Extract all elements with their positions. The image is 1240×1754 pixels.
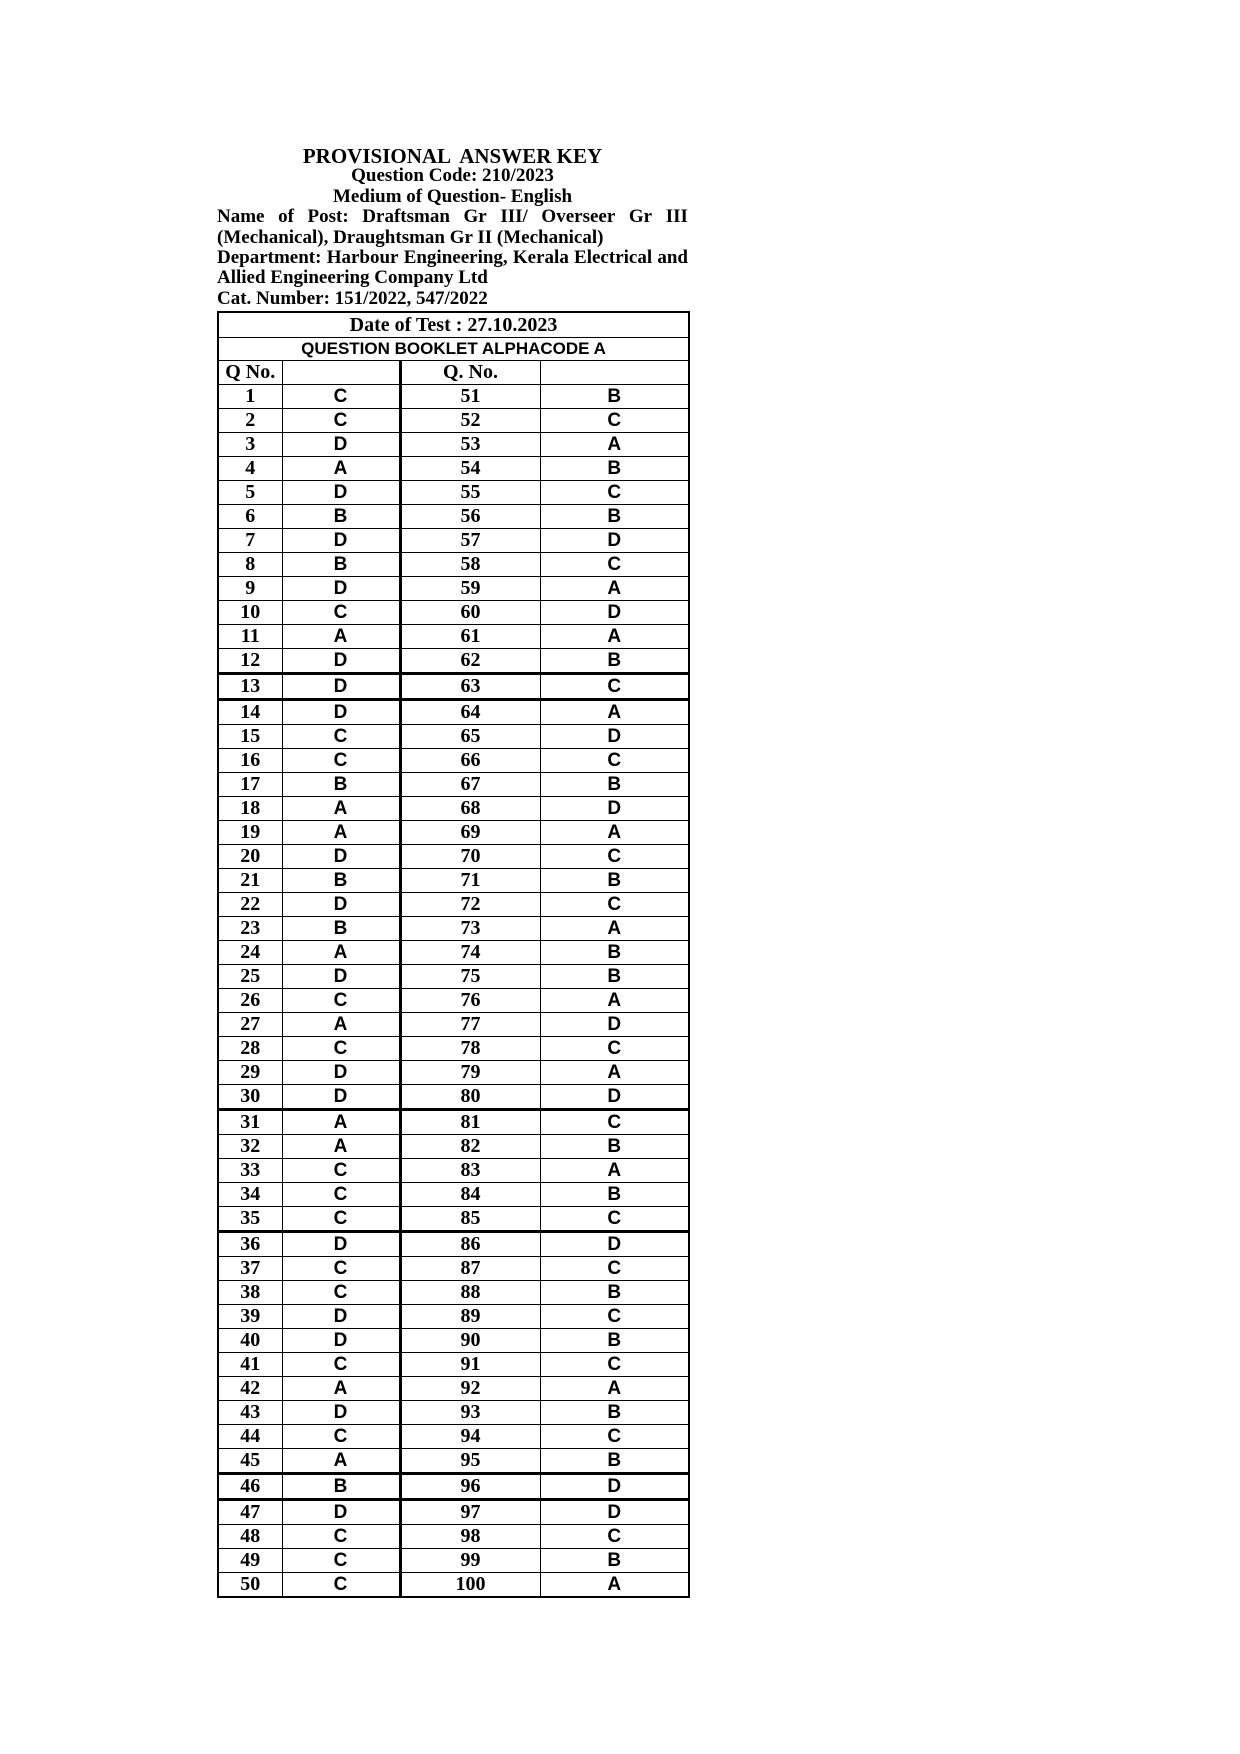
question-number-left: 10 (218, 601, 282, 625)
answer-right: A (540, 577, 689, 601)
answer-row (218, 674, 689, 700)
answer-row (218, 989, 689, 1013)
answer-row (218, 625, 689, 649)
answer-right: C (540, 1525, 689, 1549)
answer-right: C (540, 749, 689, 773)
answer-right: B (540, 1449, 689, 1474)
answer-row (218, 481, 689, 505)
answer-right: A (540, 1573, 689, 1598)
question-number-right: 87 (400, 1257, 540, 1281)
answer-right: C (540, 481, 689, 505)
question-number-right: 69 (400, 821, 540, 845)
question-number-left: 50 (218, 1573, 282, 1598)
answer-row (218, 1183, 689, 1207)
question-number-left: 43 (218, 1401, 282, 1425)
question-number-left: 28 (218, 1037, 282, 1061)
answer-left: B (282, 917, 400, 941)
answer-right: B (540, 1183, 689, 1207)
answer-row (218, 1525, 689, 1549)
answer-right: B (540, 457, 689, 481)
answer-left: D (282, 1329, 400, 1353)
question-number-left: 13 (218, 674, 282, 700)
answer-left: C (282, 1281, 400, 1305)
answer-left: D (282, 577, 400, 601)
answer-right: D (540, 797, 689, 821)
answer-left: A (282, 625, 400, 649)
question-number-right: 57 (400, 529, 540, 553)
answer-left: C (282, 409, 400, 433)
answer-right: D (540, 725, 689, 749)
answer-right: C (540, 1257, 689, 1281)
question-number-left: 49 (218, 1549, 282, 1573)
answer-left: D (282, 1305, 400, 1329)
answer-left: C (282, 1257, 400, 1281)
answer-left: D (282, 700, 400, 725)
post-name-line-2: (Mechanical), Draughtsman Gr II (Mechanical) (217, 226, 604, 248)
column-header-qno-right: Q. No. (400, 361, 540, 385)
answer-left: C (282, 1573, 400, 1598)
answer-left: C (282, 1159, 400, 1183)
question-number-right: 58 (400, 553, 540, 577)
question-number-left: 2 (218, 409, 282, 433)
question-number-left: 21 (218, 869, 282, 893)
question-number-right: 65 (400, 725, 540, 749)
answer-left: C (282, 1207, 400, 1232)
answer-left: D (282, 1500, 400, 1525)
answer-left: D (282, 893, 400, 917)
question-number-right: 66 (400, 749, 540, 773)
answer-row (218, 725, 689, 749)
post-name-line-1: Name of Post: Draftsman Gr III/ Overseer Gr III (217, 206, 688, 228)
question-number-left: 47 (218, 1500, 282, 1525)
answer-left: D (282, 1232, 400, 1257)
question-number-left: 7 (218, 529, 282, 553)
question-number-left: 20 (218, 845, 282, 869)
answer-left: D (282, 481, 400, 505)
answer-row (218, 845, 689, 869)
answer-row (218, 1353, 689, 1377)
answer-right: C (540, 1353, 689, 1377)
question-number-right: 96 (400, 1474, 540, 1500)
answer-left: D (282, 674, 400, 700)
answer-right: A (540, 1159, 689, 1183)
question-number-left: 9 (218, 577, 282, 601)
question-number-right: 71 (400, 869, 540, 893)
answer-left: A (282, 797, 400, 821)
question-number-left: 38 (218, 1281, 282, 1305)
question-number-left: 46 (218, 1474, 282, 1500)
question-number-right: 98 (400, 1525, 540, 1549)
answer-row (218, 1085, 689, 1110)
question-number-left: 40 (218, 1329, 282, 1353)
question-number-right: 75 (400, 965, 540, 989)
date-of-test: Date of Test : 27.10.2023 (218, 312, 689, 338)
answer-row (218, 409, 689, 433)
answer-right: D (540, 1232, 689, 1257)
answer-right: D (540, 601, 689, 625)
answer-row (218, 529, 689, 553)
answer-left: D (282, 1061, 400, 1085)
answer-row (218, 821, 689, 845)
column-header-row (218, 361, 689, 385)
question-number-right: 99 (400, 1549, 540, 1573)
answer-left: B (282, 773, 400, 797)
question-number-left: 27 (218, 1013, 282, 1037)
question-number-right: 67 (400, 773, 540, 797)
question-number-right: 51 (400, 385, 540, 409)
answer-row (218, 1061, 689, 1085)
answer-left: B (282, 869, 400, 893)
answer-right: B (540, 1329, 689, 1353)
question-number-left: 32 (218, 1135, 282, 1159)
answer-row (218, 1037, 689, 1061)
answer-row (218, 1305, 689, 1329)
medium-of-question-line: Medium of Question- English (332, 185, 573, 207)
answer-row (218, 1232, 689, 1257)
answer-row (218, 1329, 689, 1353)
question-code-line: Question Code: 210/2023 (351, 165, 554, 187)
answer-right: A (540, 433, 689, 457)
answer-right: D (540, 1013, 689, 1037)
question-number-right: 78 (400, 1037, 540, 1061)
question-number-right: 60 (400, 601, 540, 625)
question-number-left: 19 (218, 821, 282, 845)
question-number-right: 94 (400, 1425, 540, 1449)
cat-number-line: Cat. Number: 151/2022, 547/2022 (217, 287, 488, 309)
answer-right: D (540, 529, 689, 553)
answer-row (218, 1135, 689, 1159)
answer-right: D (540, 1474, 689, 1500)
answer-left: C (282, 725, 400, 749)
question-number-right: 84 (400, 1183, 540, 1207)
question-number-left: 14 (218, 700, 282, 725)
question-number-right: 80 (400, 1085, 540, 1110)
question-number-left: 1 (218, 385, 282, 409)
question-number-right: 77 (400, 1013, 540, 1037)
answer-row (218, 1377, 689, 1401)
answer-left: D (282, 1401, 400, 1425)
answer-left: C (282, 1549, 400, 1573)
answer-right: D (540, 1500, 689, 1525)
answer-left: A (282, 1449, 400, 1474)
answer-row (218, 1425, 689, 1449)
answer-right: A (540, 1377, 689, 1401)
answer-row (218, 1500, 689, 1525)
answer-right: B (540, 649, 689, 674)
question-number-right: 86 (400, 1232, 540, 1257)
answer-right: C (540, 1037, 689, 1061)
answer-row (218, 749, 689, 773)
answer-row (218, 1449, 689, 1474)
column-header-answer-right (540, 361, 689, 385)
department-line-1: Department: Harbour Engineering, Kerala Electrical and (217, 247, 688, 269)
question-number-right: 68 (400, 797, 540, 821)
answer-row (218, 1474, 689, 1500)
answer-right: B (540, 1135, 689, 1159)
answer-right: B (540, 1549, 689, 1573)
answer-left: C (282, 1037, 400, 1061)
answer-left: D (282, 529, 400, 553)
question-number-right: 63 (400, 674, 540, 700)
answer-left: A (282, 821, 400, 845)
question-number-right: 73 (400, 917, 540, 941)
answer-left: D (282, 965, 400, 989)
question-number-left: 8 (218, 553, 282, 577)
booklet-alphacode-title: QUESTION BOOKLET ALPHACODE A (218, 338, 689, 361)
answer-left: A (282, 1013, 400, 1037)
question-number-left: 48 (218, 1525, 282, 1549)
answer-key-document (217, 146, 688, 1598)
answer-left: A (282, 941, 400, 965)
answer-row (218, 700, 689, 725)
question-number-right: 100 (400, 1573, 540, 1598)
question-number-left: 35 (218, 1207, 282, 1232)
question-number-left: 24 (218, 941, 282, 965)
answer-row (218, 1159, 689, 1183)
answer-left: A (282, 457, 400, 481)
answer-right: C (540, 893, 689, 917)
question-number-left: 17 (218, 773, 282, 797)
question-number-left: 31 (218, 1110, 282, 1135)
answer-row (218, 649, 689, 674)
answer-left: D (282, 1085, 400, 1110)
answer-left: B (282, 505, 400, 529)
answer-row (218, 797, 689, 821)
question-number-left: 15 (218, 725, 282, 749)
answer-right: D (540, 1085, 689, 1110)
answer-right: B (540, 1401, 689, 1425)
booklet-alphacode-row (218, 338, 689, 361)
question-number-right: 89 (400, 1305, 540, 1329)
answer-right: C (540, 553, 689, 577)
answer-row (218, 577, 689, 601)
answer-row (218, 1573, 689, 1598)
answer-row (218, 893, 689, 917)
column-header-answer-left (282, 361, 400, 385)
answer-right: C (540, 1305, 689, 1329)
document-title: PROVISIONAL ANSWER KEY (302, 144, 603, 168)
question-number-right: 72 (400, 893, 540, 917)
question-number-left: 26 (218, 989, 282, 1013)
answer-left: D (282, 649, 400, 674)
question-number-right: 74 (400, 941, 540, 965)
question-number-left: 11 (218, 625, 282, 649)
question-number-right: 88 (400, 1281, 540, 1305)
answer-row (218, 601, 689, 625)
answer-left: C (282, 989, 400, 1013)
answer-right: A (540, 700, 689, 725)
question-number-left: 22 (218, 893, 282, 917)
answer-row (218, 505, 689, 529)
question-number-right: 92 (400, 1377, 540, 1401)
answer-left: D (282, 433, 400, 457)
answer-right: B (540, 941, 689, 965)
question-number-left: 18 (218, 797, 282, 821)
answer-right: A (540, 625, 689, 649)
question-number-right: 56 (400, 505, 540, 529)
question-number-right: 93 (400, 1401, 540, 1425)
answer-left: A (282, 1110, 400, 1135)
question-number-right: 91 (400, 1353, 540, 1377)
question-number-right: 90 (400, 1329, 540, 1353)
answer-row (218, 941, 689, 965)
question-number-right: 52 (400, 409, 540, 433)
question-number-right: 79 (400, 1061, 540, 1085)
answer-row (218, 457, 689, 481)
answer-left: A (282, 1135, 400, 1159)
department-line-2: Allied Engineering Company Ltd (217, 267, 488, 289)
answer-right: A (540, 989, 689, 1013)
question-number-right: 61 (400, 625, 540, 649)
answer-right: C (540, 845, 689, 869)
question-number-right: 54 (400, 457, 540, 481)
question-number-left: 36 (218, 1232, 282, 1257)
answer-row (218, 385, 689, 409)
answer-row (218, 773, 689, 797)
answer-key-table (217, 311, 690, 1598)
column-header-qno-left: Q No. (218, 361, 282, 385)
question-number-left: 42 (218, 1377, 282, 1401)
question-number-right: 59 (400, 577, 540, 601)
answer-right: B (540, 965, 689, 989)
question-number-left: 3 (218, 433, 282, 457)
question-number-left: 5 (218, 481, 282, 505)
answer-right: A (540, 821, 689, 845)
question-number-left: 45 (218, 1449, 282, 1474)
answer-row (218, 1013, 689, 1037)
answer-row (218, 433, 689, 457)
question-number-right: 70 (400, 845, 540, 869)
question-number-right: 83 (400, 1159, 540, 1183)
question-number-left: 41 (218, 1353, 282, 1377)
question-number-left: 30 (218, 1085, 282, 1110)
answer-right: A (540, 1061, 689, 1085)
answer-left: C (282, 1353, 400, 1377)
answer-row (218, 1549, 689, 1573)
answer-right: C (540, 1425, 689, 1449)
answer-right: C (540, 674, 689, 700)
answer-left: C (282, 749, 400, 773)
answer-table-body (218, 385, 689, 1598)
question-number-left: 33 (218, 1159, 282, 1183)
answer-row (218, 1281, 689, 1305)
date-of-test-row (218, 312, 689, 338)
question-number-left: 6 (218, 505, 282, 529)
question-number-left: 44 (218, 1425, 282, 1449)
answer-left: C (282, 1425, 400, 1449)
question-number-right: 55 (400, 481, 540, 505)
question-number-right: 62 (400, 649, 540, 674)
question-number-right: 85 (400, 1207, 540, 1232)
question-number-left: 23 (218, 917, 282, 941)
answer-row (218, 965, 689, 989)
answer-row (218, 1207, 689, 1232)
answer-right: C (540, 1110, 689, 1135)
question-number-left: 16 (218, 749, 282, 773)
question-number-left: 25 (218, 965, 282, 989)
answer-row (218, 1401, 689, 1425)
answer-right: B (540, 1281, 689, 1305)
answer-row (218, 917, 689, 941)
answer-row (218, 553, 689, 577)
answer-left: C (282, 601, 400, 625)
answer-left: A (282, 1377, 400, 1401)
question-number-left: 29 (218, 1061, 282, 1085)
answer-row (218, 1110, 689, 1135)
question-number-left: 4 (218, 457, 282, 481)
answer-row (218, 1257, 689, 1281)
question-number-right: 81 (400, 1110, 540, 1135)
answer-right: B (540, 773, 689, 797)
answer-right: B (540, 385, 689, 409)
question-number-right: 82 (400, 1135, 540, 1159)
answer-right: C (540, 1207, 689, 1232)
answer-left: D (282, 845, 400, 869)
answer-left: C (282, 385, 400, 409)
question-number-right: 97 (400, 1500, 540, 1525)
answer-left: C (282, 1183, 400, 1207)
answer-row (218, 869, 689, 893)
answer-left: B (282, 1474, 400, 1500)
question-number-left: 34 (218, 1183, 282, 1207)
answer-right: C (540, 409, 689, 433)
question-number-left: 37 (218, 1257, 282, 1281)
question-number-left: 12 (218, 649, 282, 674)
question-number-right: 64 (400, 700, 540, 725)
question-number-right: 76 (400, 989, 540, 1013)
answer-left: B (282, 553, 400, 577)
answer-right: B (540, 505, 689, 529)
answer-right: A (540, 917, 689, 941)
answer-left: C (282, 1525, 400, 1549)
question-number-right: 95 (400, 1449, 540, 1474)
answer-right: B (540, 869, 689, 893)
question-number-left: 39 (218, 1305, 282, 1329)
question-number-right: 53 (400, 433, 540, 457)
